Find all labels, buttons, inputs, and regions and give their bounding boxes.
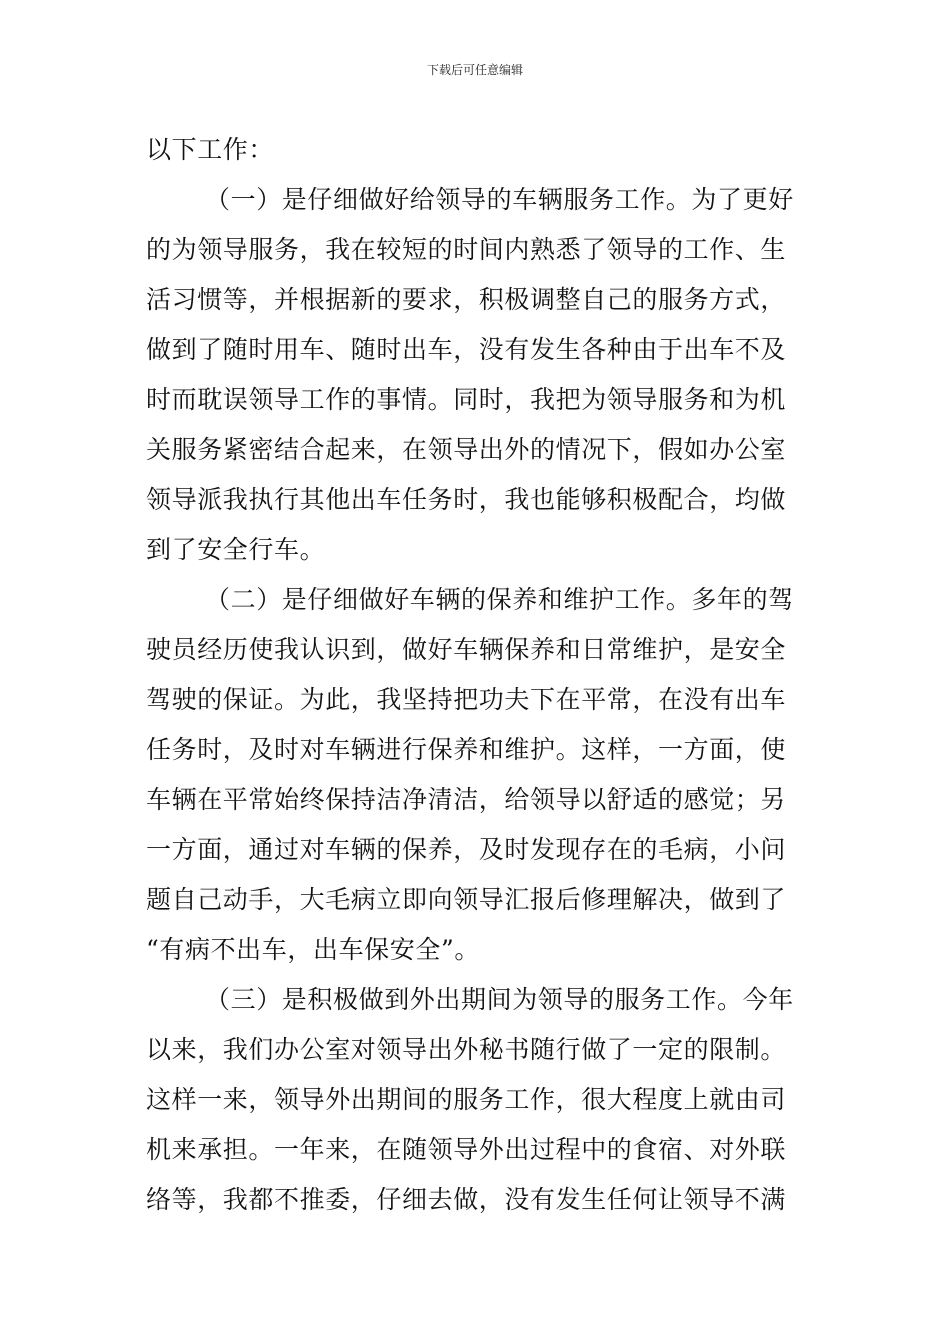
- text-line: 车辆在平常始终保持洁净清洁，给领导以舒适的感觉；另: [146, 785, 787, 814]
- text-line: 机来承担。一年来，在随领导外出过程中的食宿、对外联: [146, 1135, 787, 1164]
- text-line: 驶员经历使我认识到，做好车辆保养和日常维护，是安全: [146, 635, 787, 664]
- text-line: 到了安全行车。: [146, 535, 326, 564]
- text-line: 题自己动手，大毛病立即向领导汇报后修理解决，做到了: [146, 885, 787, 914]
- text-line: 的为领导服务，我在较短的时间内熟悉了领导的工作、生: [146, 235, 787, 264]
- text-line: 做到了随时用车、随时出车，没有发生各种由于出车不及: [146, 335, 787, 364]
- paragraph-3-first-line: （三）是积极做到外出期间为领导的服务工作。今年: [205, 985, 794, 1014]
- text-line: 络等，我都不推委，仔细去做，没有发生任何让领导不满: [146, 1185, 787, 1214]
- text-line: 时而耽误领导工作的事情。同时，我把为领导服务和为机: [146, 385, 787, 414]
- text-line: 任务时，及时对车辆进行保养和维护。这样，一方面，使: [146, 735, 787, 764]
- text-line: 领导派我执行其他出车任务时，我也能够积极配合，均做: [146, 485, 787, 514]
- text-line: 以下工作：: [146, 135, 275, 164]
- text-line: 这样一来，领导外出期间的服务工作，很大程度上就由司: [146, 1085, 787, 1114]
- text-line: 活习惯等，并根据新的要求，积极调整自己的服务方式，: [146, 285, 787, 314]
- text-line: 关服务紧密结合起来，在领导出外的情况下，假如办公室: [146, 435, 787, 464]
- text-line: “有病不出车，出车保安全”。: [146, 935, 480, 964]
- paragraph-2-first-line: （二）是仔细做好车辆的保养和维护工作。多年的驾: [205, 585, 794, 614]
- text-line: 以来，我们办公室对领导出外秘书随行做了一定的限制。: [146, 1035, 787, 1064]
- page-header: 下载后可任意编辑: [426, 63, 523, 77]
- text-line: 驾驶的保证。为此，我坚持把功夫下在平常，在没有出车: [146, 685, 787, 714]
- paragraph-1-first-line: （一）是仔细做好给领导的车辆服务工作。为了更好: [205, 185, 794, 214]
- text-line: 一方面，通过对车辆的保养，及时发现存在的毛病，小问: [146, 835, 787, 864]
